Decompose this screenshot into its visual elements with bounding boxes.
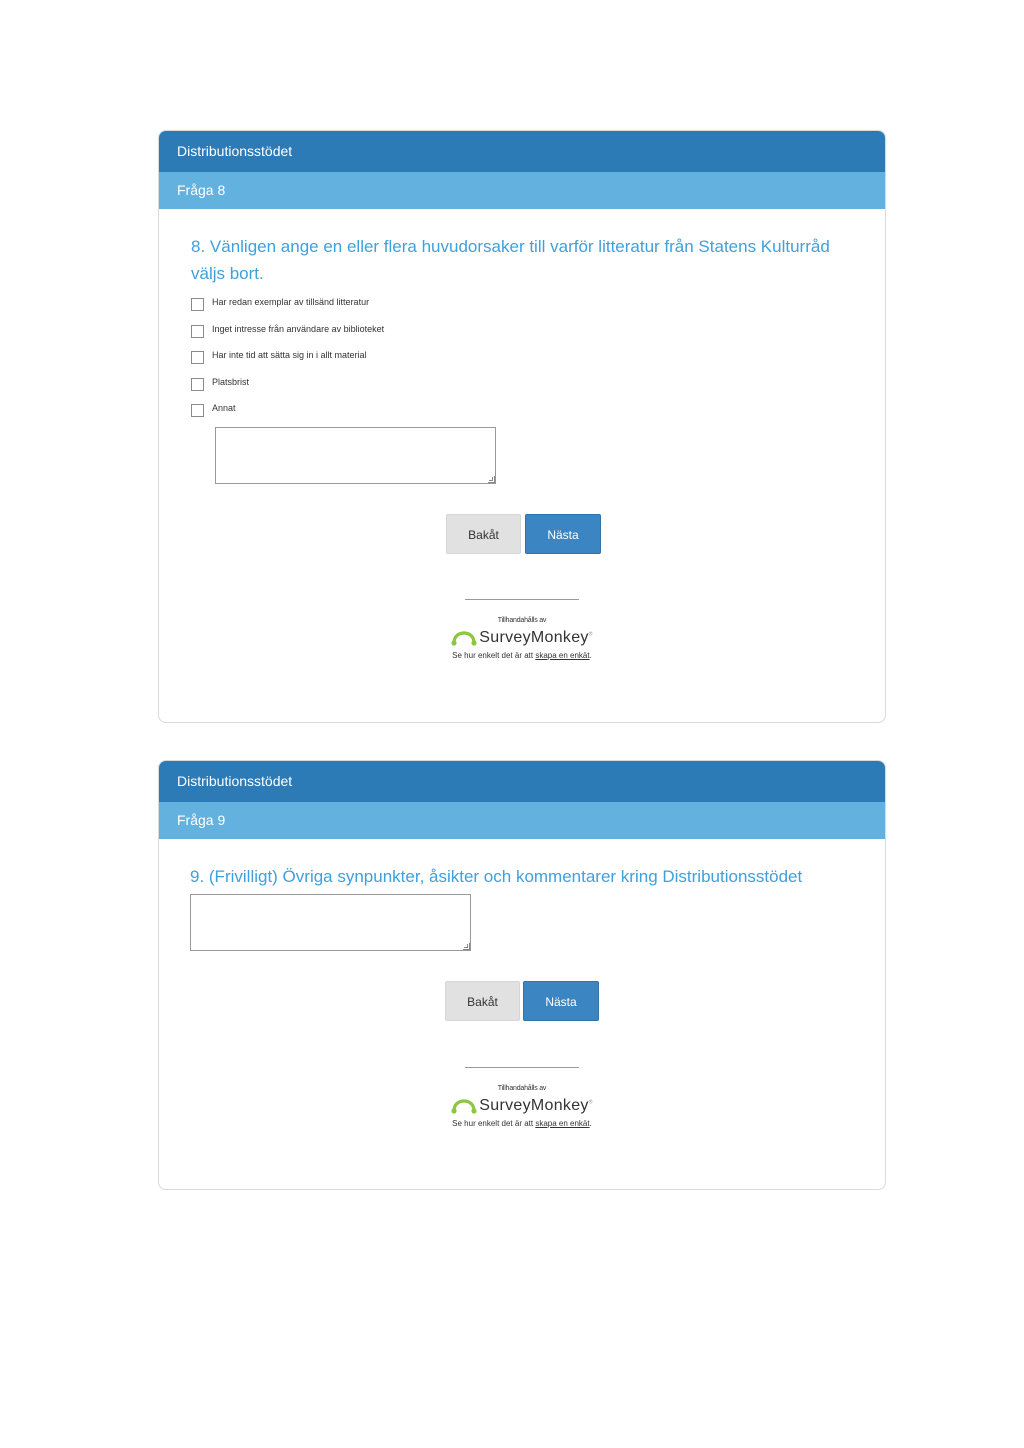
option-no-time[interactable]: [191, 349, 384, 376]
other-textbox[interactable]: [215, 427, 496, 484]
cta-suffix: .: [589, 1119, 592, 1128]
question-heading: 8. Vänligen ange en eller flera huvudorsaker till varför litteratur från Statens Kulturråd väljs bort.: [191, 237, 830, 283]
option-label: Har inte tid att sätta sig in i allt material: [212, 350, 367, 360]
logo-registered-mark: ®: [588, 631, 593, 638]
next-button[interactable]: Nästa: [523, 981, 599, 1021]
checkbox[interactable]: [191, 378, 204, 391]
comment-textbox[interactable]: [190, 894, 471, 951]
option-other[interactable]: [191, 402, 384, 429]
create-survey-link[interactable]: skapa en enkät: [535, 1119, 590, 1128]
checkbox[interactable]: [191, 298, 204, 311]
survey-page-question-9: [158, 760, 886, 1190]
option-label: Platsbrist: [212, 376, 250, 387]
cta-prefix: Se hur enkelt det är att: [452, 651, 536, 660]
powered-by-footer: [389, 1067, 655, 1128]
checkbox-options: [191, 296, 384, 429]
surveymonkey-logo[interactable]: [389, 1095, 655, 1117]
back-button[interactable]: Bakåt: [445, 981, 520, 1021]
survey-title-bar: Distributionsstödet: [159, 761, 885, 802]
powered-by-footer: [389, 599, 655, 660]
logo-registered-mark: ®: [588, 1099, 593, 1106]
logo-text: SurveyMonkey: [479, 629, 589, 646]
question-heading: 9. (Frivilligt) Övriga synpunkter, åsikter och kommentarer kring Distributionsstödet: [190, 867, 803, 886]
cta-suffix: .: [589, 651, 592, 660]
survey-page-question-8: [158, 130, 886, 723]
logo-wordmark: [479, 629, 592, 647]
option-label: Annat: [212, 403, 236, 413]
powered-by-text: Tillhandahålls av: [497, 617, 547, 624]
powered-by-text: Tillhandahålls av: [497, 1085, 547, 1092]
option-label: Har redan exemplar av tillsänd litteratur: [212, 297, 370, 307]
footer-divider: [465, 1067, 579, 1068]
create-survey-cta: [389, 1119, 655, 1128]
create-survey-link[interactable]: skapa en enkät: [535, 651, 590, 660]
checkbox[interactable]: [191, 351, 204, 364]
surveymonkey-logo-icon: [451, 630, 477, 646]
logo-text: SurveyMonkey: [479, 1097, 589, 1114]
surveymonkey-logo[interactable]: [389, 627, 655, 649]
create-survey-cta: [389, 651, 655, 660]
option-no-user-interest[interactable]: [191, 323, 384, 350]
footer-divider: [465, 599, 579, 600]
option-label: Inget intresse från användare av biblioteket: [212, 323, 385, 334]
page-title-bar: Fråga 8: [159, 172, 885, 209]
option-lack-of-space[interactable]: [191, 376, 384, 403]
checkbox[interactable]: [191, 325, 204, 338]
option-already-have-copies[interactable]: [191, 296, 384, 323]
surveymonkey-logo-icon: [451, 1098, 477, 1114]
back-button[interactable]: Bakåt: [446, 514, 521, 554]
logo-wordmark: [479, 1097, 592, 1115]
survey-title-bar: Distributionsstödet: [159, 131, 885, 172]
page-title-bar: Fråga 9: [159, 802, 885, 839]
checkbox[interactable]: [191, 404, 204, 417]
cta-prefix: Se hur enkelt det är att: [452, 1119, 536, 1128]
next-button[interactable]: Nästa: [525, 514, 601, 554]
